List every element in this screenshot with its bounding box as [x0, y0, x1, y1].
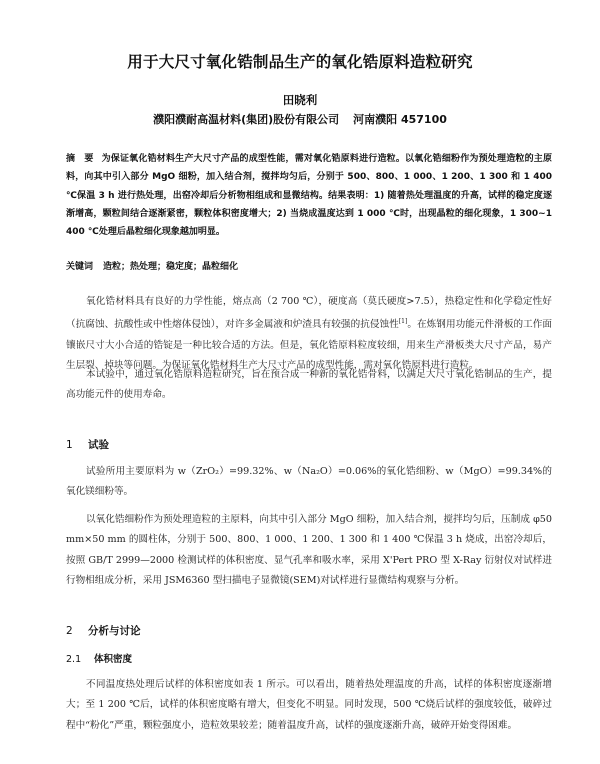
section-2-number: 2: [66, 625, 73, 637]
section-1-paragraph-1: 试验所用主要原料为 w（ZrO₂）=99.32%、w（Na₂O）=0.06%的氧化锆细粉、w（MgO）=99.34%的氧化镁细粉等。: [66, 466, 552, 498]
section-1-paragraph-2: 以氧化锆细粉作为预处理造粒的主原料，向其中引入部分 MgO 细粉，加入结合剂，搅拌均匀后，压制成 φ50 mm×50 mm 的圆柱体，分别于 500、800、1 000、1 200、1 300 和 1 400 ℃保温 3 h 烧成，出窑冷却后，按照 GB/T 2999—2000 检测试样的体积密度、显气孔率和吸水率，采用 X'Pert PRO 型 X-Ray 衍射仪对试样进行物相组成分析，采用 JSM6360 型扫描电子显微镜(SEM)对试样进行显微结构观察与分析。: [66, 514, 552, 587]
affiliation-location: 河南濮阳 457100: [353, 113, 447, 126]
subsection-2-1-number: 2.1: [66, 654, 82, 665]
paper-title: 用于大尺寸氧化锆制品生产的氧化锆原料造粒研究: [127, 53, 473, 71]
author-name: 田晓利: [282, 93, 318, 107]
subsection-2-1-heading: [66, 651, 132, 665]
intro-p1-text: 氧化锆材料具有良好的力学性能，熔点高（2 700 ℃），硬度高（莫氏硬度>7.5），热稳定性和化学稳定性好（抗腐蚀、抗酸性或中性熔体侵蚀），对许多金属液和炉渣具有较强的抗侵蚀性: [66, 296, 552, 331]
keywords-label: 关键词: [66, 262, 94, 272]
abstract-label: 摘 要: [66, 154, 94, 164]
keywords-text: 造粒；热处理；稳定度；晶粒细化: [103, 262, 239, 272]
section-1-number: 1: [66, 439, 73, 451]
intro-p1-text2: 。在炼钢用功能元件滑板的工作面镶嵌尺寸大小合适的锆锭是一种比较合适的方法。但是，氧化锆原料粒度较细，用来生产滑板类大尺寸产品，易产生层裂、掉块等问题。为保证氧化锆材料生产大尺寸产品的成型性能，需对氧化锆原料进行造粒。: [66, 319, 553, 372]
section-2-title: 分析与讨论: [88, 625, 141, 637]
abstract-text: 为保证氧化锆材料生产大尺寸产品的成型性能，需对氧化锆原料进行造粒。以氧化锆细粉作为预处理造粒的主原料，向其中引入部分 MgO 细粉，加入结合剂，搅拌均匀后，分别于 500、800、1 000、1 200、1 300 和 1 400 ℃保温 3 h 进行热处理，出窑冷却后分析物相组成和显微结构。结果表明：1) 随着热处理温度的升高，试样的稳定度逐渐增高，颗粒间结合逐渐紧密，颗粒体积密度增大；2) 当烧成温度达到 1 000 ℃时，出现晶粒的细化现象，1 300~1 400 ℃处理后晶粒细化现象越加明显。: [66, 154, 552, 238]
section-1-title: 试验: [88, 439, 109, 451]
affiliation: [0, 111, 600, 127]
section-2-heading: [66, 623, 141, 638]
subsection-2-1-title: 体积密度: [94, 654, 133, 665]
keywords: [66, 259, 552, 275]
intro-paragraph-2: 本试验中，通过氧化锆原料造粒研究，旨在预合成一种新的氧化锆骨料，以满足大尺寸氧化锆制品的生产，提高功能元件的使用寿命。: [66, 369, 552, 401]
affiliation-company: 濮阳濮耐高温材料(集团)股份有限公司: [153, 113, 340, 126]
abstract: [66, 150, 552, 241]
subsection-2-1-paragraph: 不同温度热处理后试样的体积密度如表 1 所示。可以看出，随着热处理温度的升高，试样的体积密度逐渐增大；至 1 200 ℃后，试样的体积密度略有增大，但变化不明显。同时发现，500 ℃烧后试样的强度较低，破碎过程中“粉化”严重，颗粒强度小，造粒效果较差；随着温度升高，试样的强度逐渐升高，破碎开始变得困难。: [66, 679, 552, 731]
section-1-heading: [66, 437, 109, 452]
citation: [1]: [398, 318, 408, 326]
